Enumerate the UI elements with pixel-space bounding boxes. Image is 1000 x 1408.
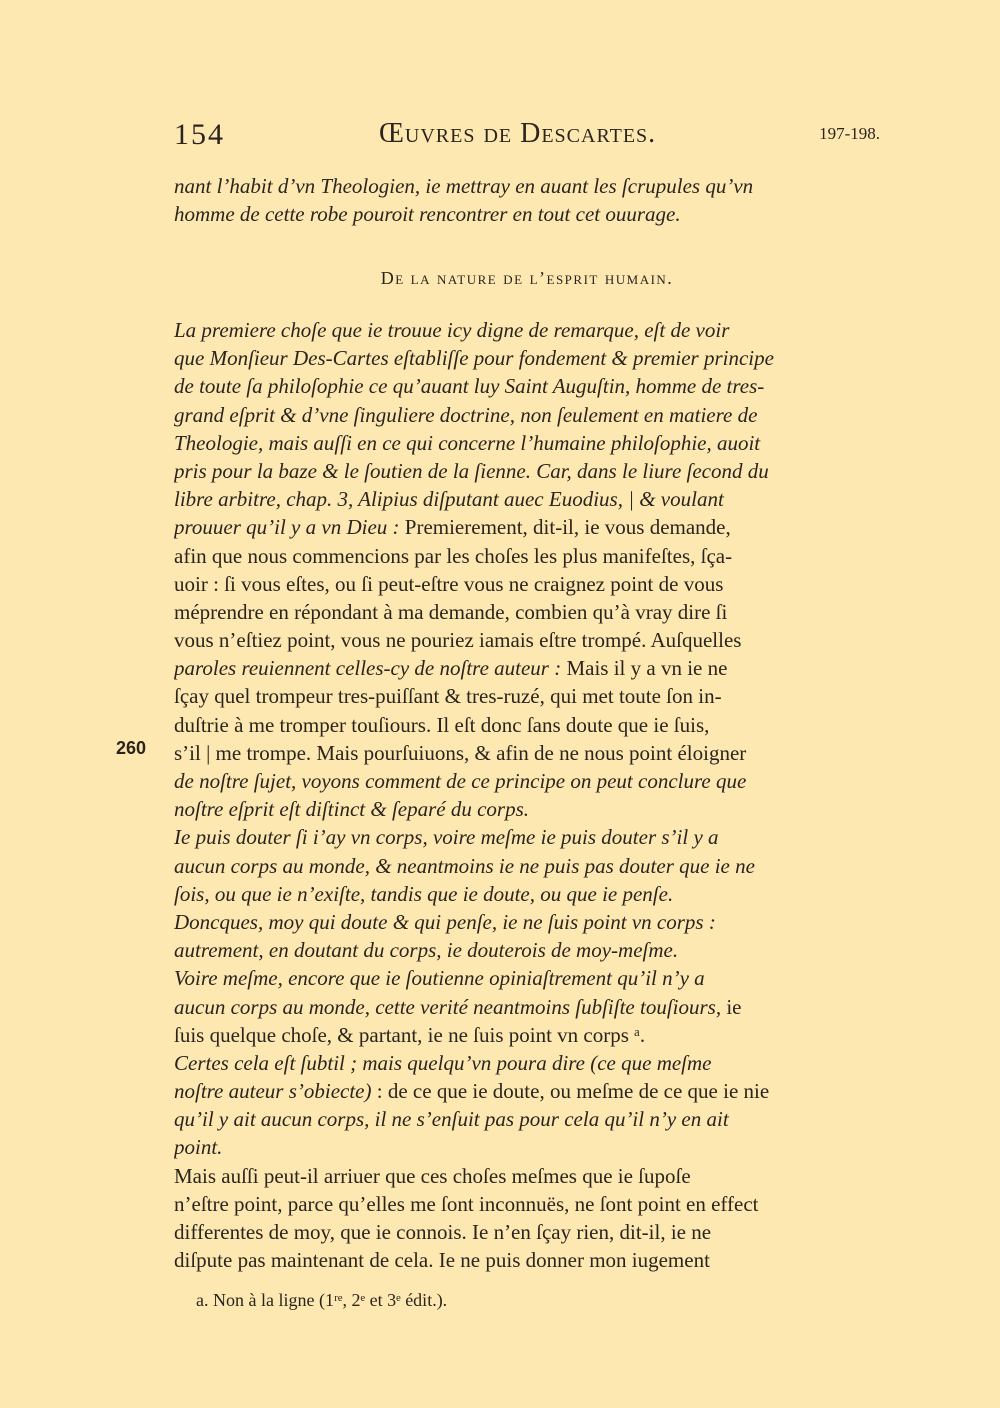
text-line	[174, 457, 880, 485]
text-line	[174, 372, 880, 400]
intro-paragraph	[174, 172, 880, 228]
text-line	[174, 711, 880, 739]
page-number: 154	[174, 118, 225, 151]
italic-run: aucun corps au monde, cette verité neantmoins ſubſiſte touſiours,	[174, 994, 727, 1019]
text-line	[174, 1218, 880, 1246]
roman-run: vous n’eſtiez point, vous ne pouriez iamais eſtre trompé. Auſquelles	[174, 628, 742, 653]
text-line	[174, 626, 880, 654]
roman-run: ſçay quel trompeur tres-puiſſant & tres-ruzé, qui met toute ſon in-	[174, 684, 722, 709]
text-line	[174, 1162, 880, 1190]
italic-run: Theologie, mais auſſi en ce qui concerne l’humaine philoſophie, auoit	[174, 430, 761, 455]
text-line	[174, 1190, 880, 1218]
text-line	[174, 598, 880, 626]
italic-run: qu’il y ait aucun corps, il ne s’enſuit pas pour cela qu’il n’y en ait	[174, 1107, 729, 1132]
text-line	[174, 1105, 880, 1133]
page-range: 197-198.	[819, 124, 880, 143]
text-line	[174, 993, 880, 1021]
italic-run: ſois, ou que ie n’exiſte, tandis que ie doute, ou que ie penſe.	[174, 881, 674, 906]
italic-run: pris pour la baze & le ſoutien de la ſienne. Car, dans le liure ſecond du	[174, 458, 769, 483]
roman-run: differentes de moy, que ie connois. Ie n’en ſçay rien, dit-il, ie ne	[174, 1220, 712, 1244]
text-line	[174, 795, 880, 823]
italic-run: Voire meſme, encore que ie ſoutienne opiniaſtrement qu’il n’y a	[174, 966, 705, 991]
text-line	[174, 316, 880, 344]
text-line	[174, 880, 880, 908]
roman-run: ie	[726, 994, 742, 1019]
section-title: De la nature de l’esprit humain.	[380, 268, 674, 288]
text-line	[174, 767, 880, 795]
running-title: Œuvres de Descartes.	[379, 118, 657, 149]
italic-run: La premiere choſe que ie trouue icy digne de remarque, eſt de voir	[174, 318, 730, 342]
italic-run: libre arbitre, chap. 3, Alipius diſputant auec Euodius, | & voulant	[174, 487, 724, 512]
italic-run: de noſtre ſujet, voyons comment de ce principe on peut conclure que	[174, 769, 747, 793]
text-line	[174, 852, 880, 880]
text-line	[174, 513, 880, 541]
text-line	[174, 401, 880, 429]
text-line	[174, 739, 880, 767]
text-line	[174, 1077, 880, 1105]
text-line: nant l’habit d’vn Theologien, ie mettray en auant les ſcrupules qu’vn	[174, 174, 754, 198]
text-line	[174, 682, 880, 710]
italic-run: prouuer qu’il y a vn Dieu :	[174, 515, 405, 540]
roman-run: duſtrie à me tromper touſiours. Il eſt donc ſans doute que ie ſuis,	[174, 712, 710, 737]
italic-run: que Monſieur Des-Cartes eſtabliſſe pour fondement & premier principe	[174, 346, 774, 371]
footnote: a. Non à la ligne (1ʳᵉ, 2ᵉ et 3ᵉ édit.).	[196, 1290, 448, 1310]
text-line	[174, 570, 880, 598]
italic-run: noſtre auteur s’obiecte)	[174, 1079, 377, 1104]
text-line: homme de cette robe pouroit rencontrer en tout cet ouurage.	[174, 202, 681, 227]
page-header	[174, 118, 880, 158]
text-line	[174, 936, 880, 964]
text-line	[174, 485, 880, 513]
roman-run: Premierement, dit-il, ie vous demande,	[404, 515, 731, 540]
roman-run: Mais il y a vn ie ne	[566, 656, 728, 681]
italic-run: grand eſprit & d’vne ſinguliere doctrine, non ſeulement en matiere de	[174, 402, 758, 427]
text-line	[174, 1133, 880, 1161]
text-line	[174, 964, 880, 992]
italic-run: Doncques, moy qui doute & qui penſe, ie ne ſuis point vn corps :	[174, 909, 716, 934]
italic-run: point.	[174, 1135, 223, 1160]
text-line	[174, 908, 880, 936]
italic-run: Certes cela eſt ſubtil ; mais quelqu’vn poura dire (ce que meſme	[174, 1050, 712, 1075]
text-line	[174, 429, 880, 457]
marginal-page-number: 260	[116, 738, 147, 758]
italic-run: aucun corps au monde, & neantmoins ie ne puis pas douter que ie ne	[174, 853, 755, 878]
text-line	[174, 1246, 880, 1274]
text-line	[174, 1049, 880, 1077]
italic-run: paroles reuiennent celles-cy de noſtre auteur :	[174, 656, 567, 681]
roman-run: uoir : ſi vous eſtes, ou ſi peut-eſtre vous ne craignez point de vous	[174, 571, 724, 596]
roman-run: : de ce que ie doute, ou meſme de ce que ie nie	[376, 1079, 770, 1104]
roman-run: diſpute pas maintenant de cela. Ie ne puis donner mon iugement	[174, 1248, 710, 1273]
roman-run: méprendre en répondant à ma demande, combien qu’à vray dire ſi	[174, 599, 728, 624]
italic-run: noſtre eſprit eſt diſtinct & ſeparé du corps.	[174, 797, 530, 822]
italic-run: Ie puis douter ſi i’ay vn corps, voire meſme ie puis douter s’il y a	[174, 825, 719, 850]
italic-run: de toute ſa philoſophie ce qu’auant luy Saint Auguſtin, homme de tres-	[174, 374, 765, 399]
text-line	[174, 542, 880, 570]
text-line	[174, 654, 880, 682]
italic-run: autrement, en doutant du corps, ie douterois de moy-meſme.	[174, 938, 679, 963]
roman-run: n’eſtre point, parce qu’elles me ſont inconnuës, ne ſont point en effect	[174, 1191, 759, 1216]
roman-run: Mais auſſi peut-il arriuer que ces choſes meſmes que ie ſupoſe	[174, 1163, 691, 1188]
body-text	[174, 316, 880, 1274]
text-line	[174, 344, 880, 372]
text-line	[174, 1021, 880, 1049]
roman-run: s’il | me trompe. Mais pourſuiuons, & afin de ne nous point éloigner	[174, 740, 747, 765]
roman-run: ſuis quelque choſe, & partant, ie ne ſuis point vn corps ᵃ.	[174, 1022, 646, 1047]
text-line	[174, 823, 880, 851]
roman-run: afin que nous commencions par les choſes les plus manifeſtes, ſça-	[174, 543, 733, 568]
